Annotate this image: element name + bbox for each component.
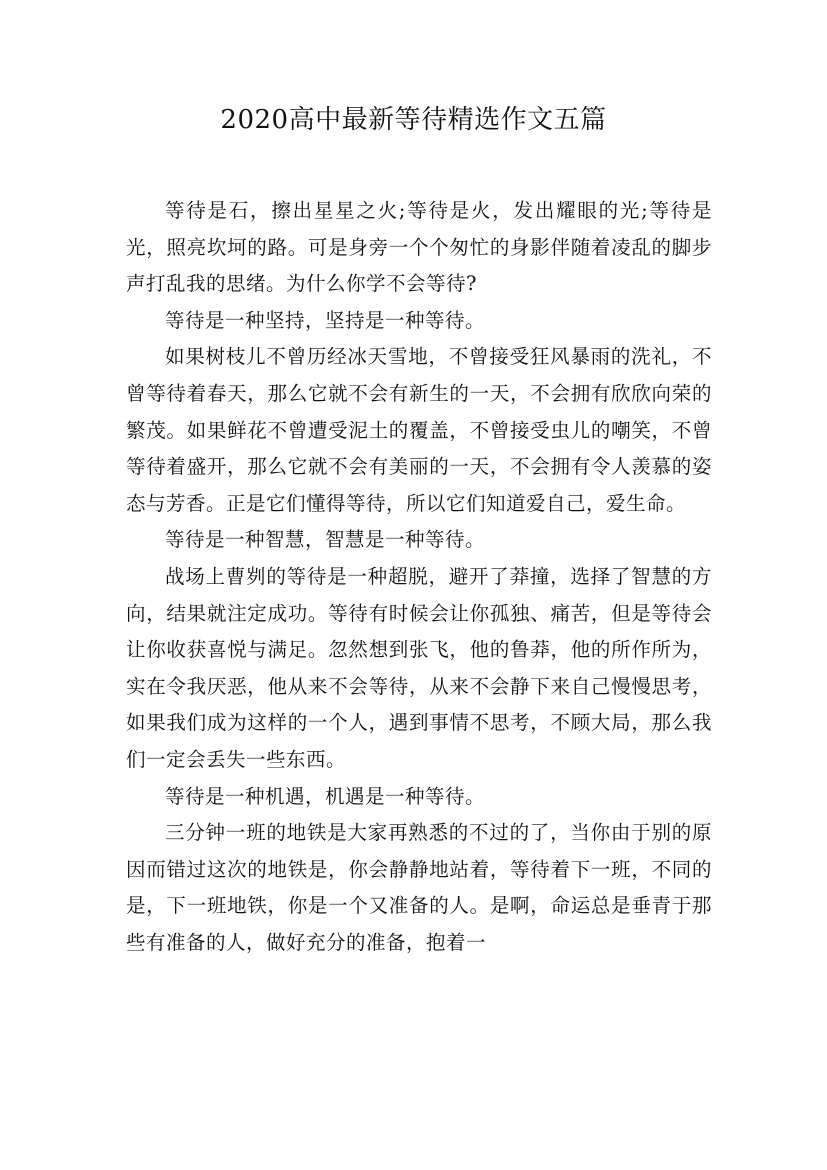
paragraph-5: 战场上曹刿的等待是一种超脱，避开了莽撞，选择了智慧的方向，结果就注定成功。等待有时候会让你孤独、痛苦，但是等待会让你收获喜悦与满足。忽然想到张飞，他的鲁莽，他的所作所为，实在令我厌恶，他从来不会等待，从来不会静下来自己慢慢思考，如果我们成为这样的一个人，遇到事情不思考，不顾大局，那么我们一定会丢失一些东西。 bbox=[126, 564, 712, 771]
paragraph-4: 等待是一种智慧，智慧是一种等待。 bbox=[165, 528, 486, 552]
document-title: 2020高中最新等待精选作文五篇 bbox=[220, 105, 607, 135]
paragraph-1: 等待是石，擦出星星之火;等待是火，发出耀眼的光;等待是光，照亮坎坷的路。可是身旁一个个匆忙的身影伴随着凌乱的脚步声打乱我的思绪。为什么你学不会等待? bbox=[126, 199, 712, 296]
paragraph-2: 等待是一种坚持，坚持是一种等待。 bbox=[165, 308, 486, 332]
paragraph-6: 等待是一种机遇，机遇是一种等待。 bbox=[165, 784, 486, 808]
paragraph-7: 三分钟一班的地铁是大家再熟悉的不过的了，当你由于别的原因而错过这次的地铁是，你会静静地站着，等待着下一班，不同的是，下一班地铁，你是一个又准备的人。是啊，命运总是垂青于那些有准备的人，做好充分的准备，抱着一 bbox=[126, 821, 712, 954]
paragraph-3: 如果树枝儿不曾历经冰天雪地，不曾接受狂风暴雨的洗礼，不曾等待着春天，那么它就不会有新生的一天，不会拥有欣欣向荣的繁茂。如果鲜花不曾遭受泥土的覆盖，不曾接受虫儿的嘲笑，不曾等待着盛开，那么它就不会有美丽的一天，不会拥有令人羡慕的姿态与芳香。正是它们懂得等待，所以它们知道爱自己，爱生命。 bbox=[126, 345, 712, 515]
essay-body bbox=[126, 193, 712, 961]
